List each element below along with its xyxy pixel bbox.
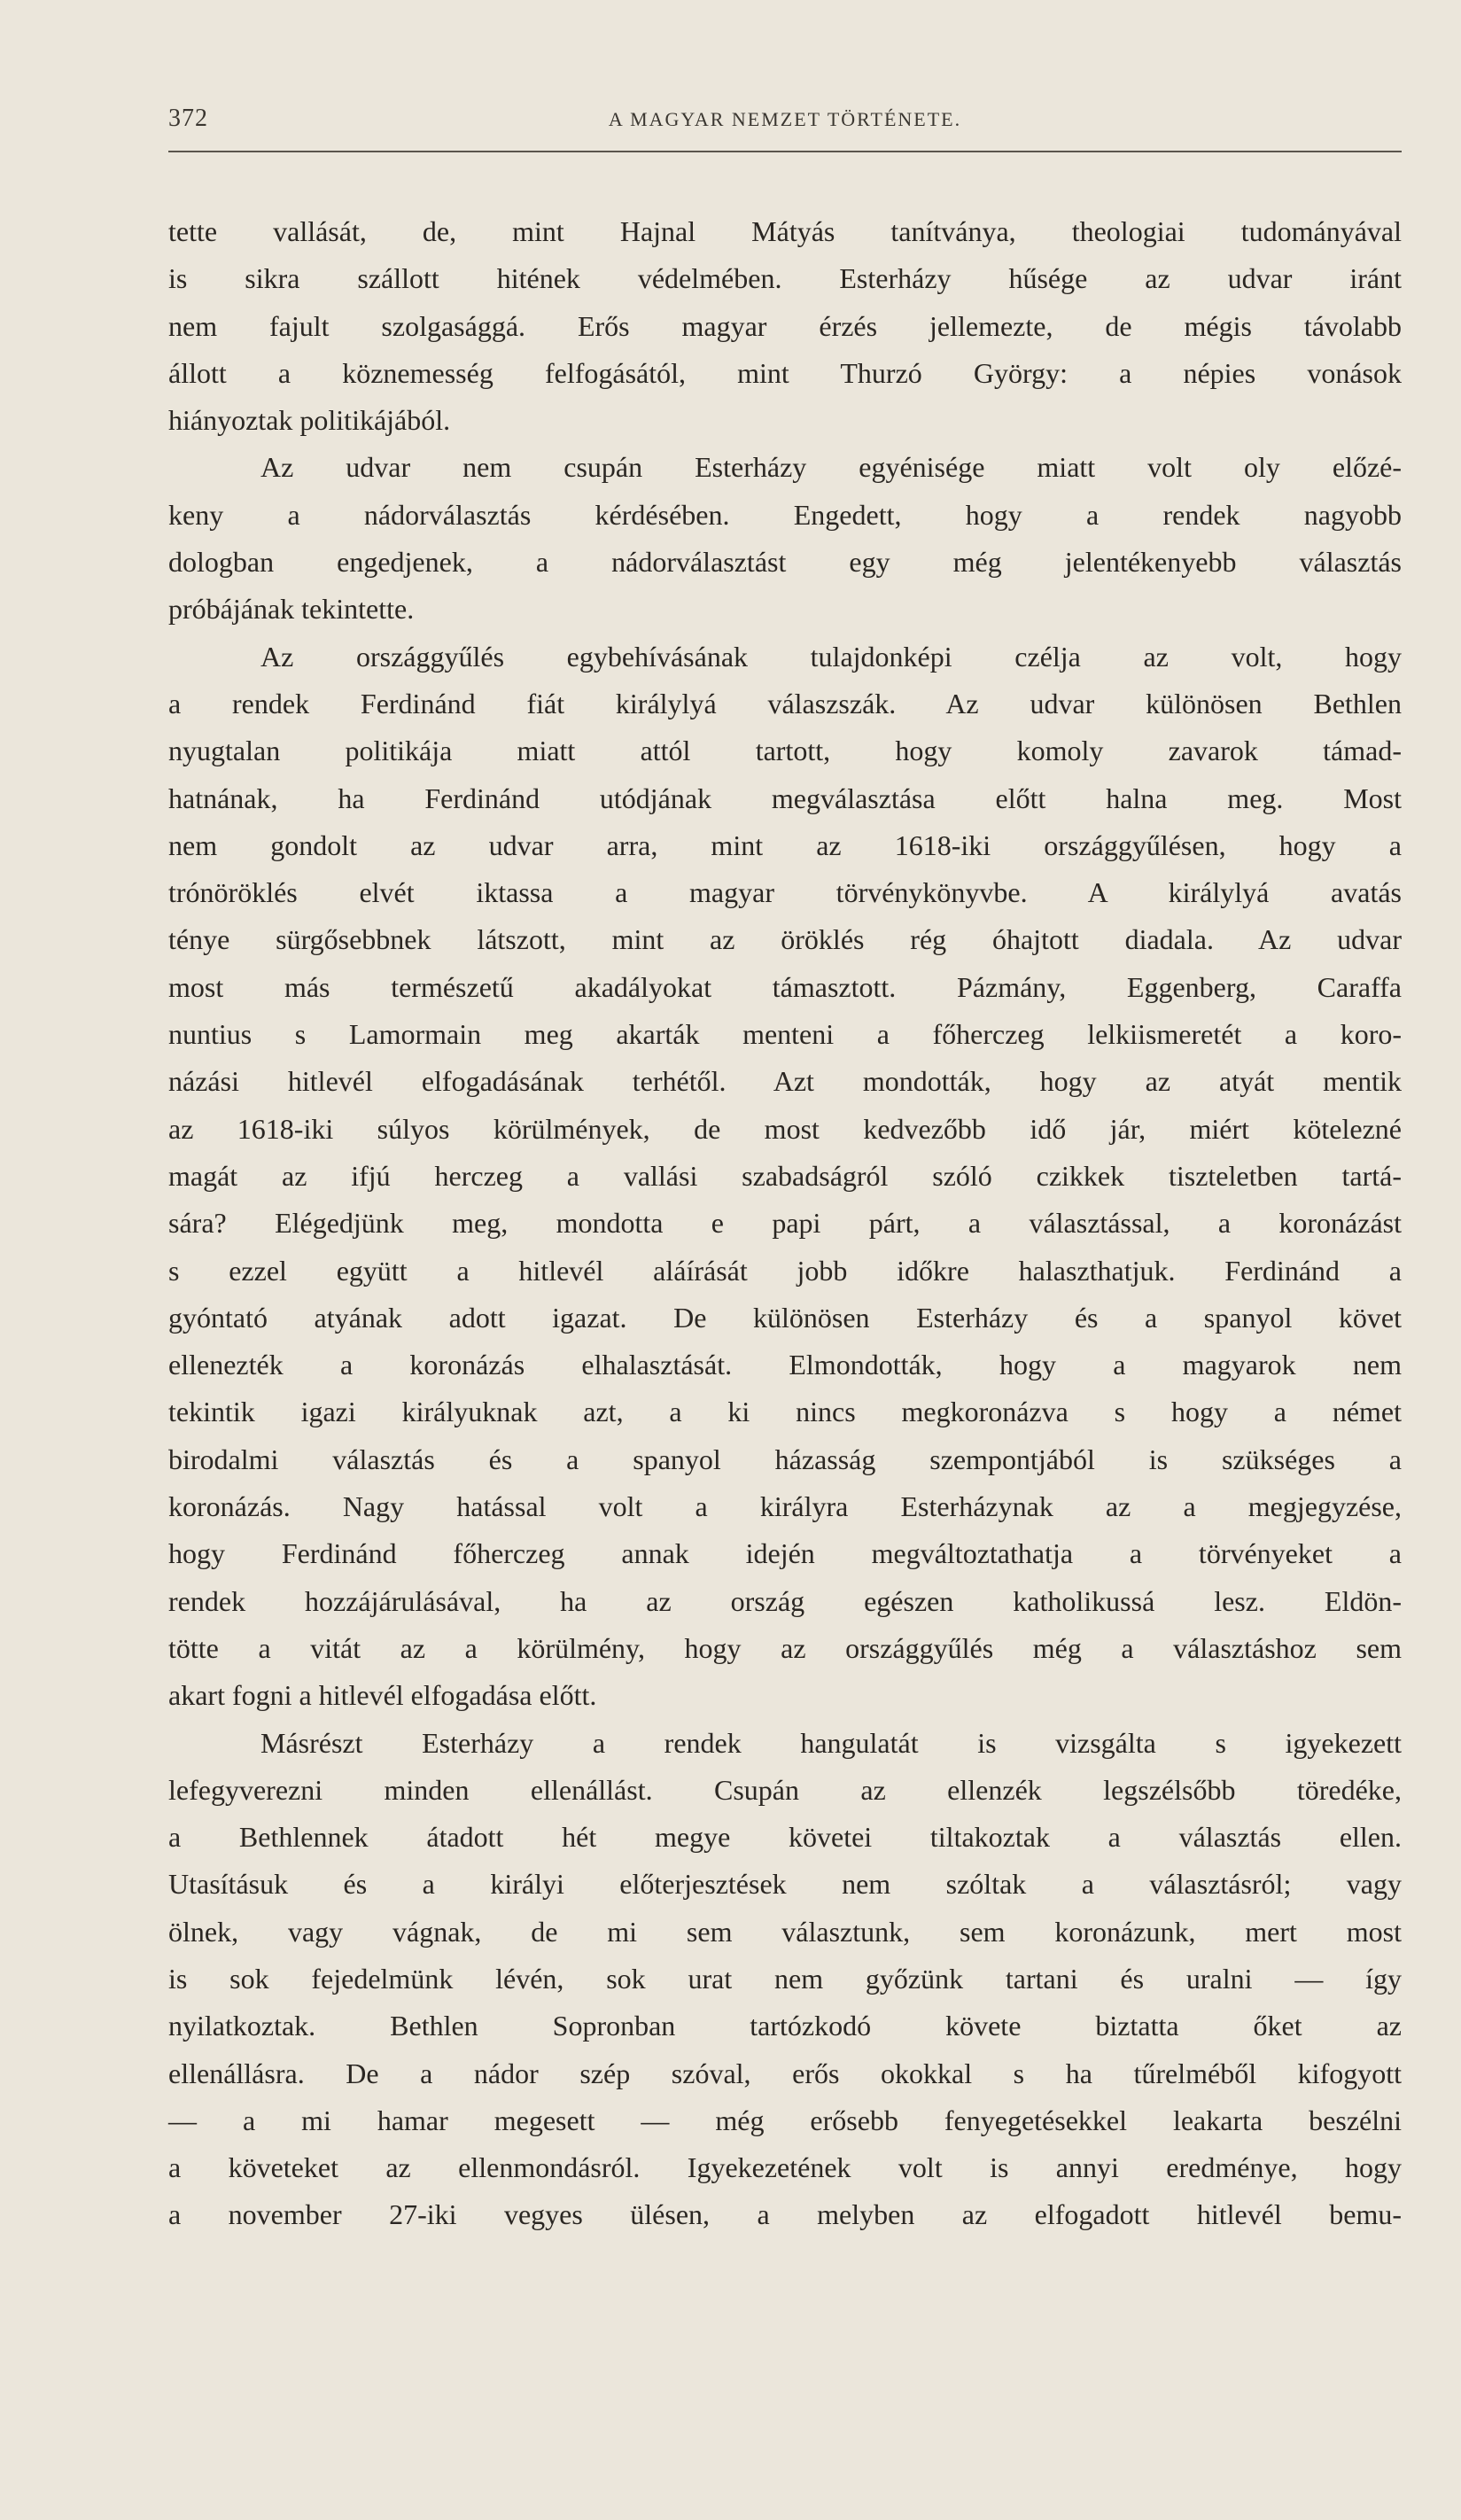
text-line-content: nyugtalan politikája miatt attól tartott, hogy komoly zavarok támad- bbox=[168, 735, 1402, 767]
text-line bbox=[168, 1767, 1402, 1814]
text-line bbox=[168, 916, 1402, 963]
text-line-content: dologban engedjenek, a nádorválasztást egy még jelentékenyebb választás bbox=[168, 546, 1402, 579]
text-line bbox=[168, 350, 1402, 397]
text-line bbox=[168, 1672, 1402, 1719]
text-line-content: s ezzel együtt a hitlevél aláírását jobb időkre halaszthatjuk. Ferdinánd a bbox=[168, 1254, 1402, 1287]
text-line-content: — a mi hamar megesett — még erősebb fenyegetésekkel leakarta beszélni bbox=[168, 2104, 1402, 2136]
text-line bbox=[168, 397, 1402, 444]
text-line bbox=[168, 1909, 1402, 1956]
text-line-content: trónöröklés elvét iktassa a magyar törvénykönyvbe. A királylyá avatás bbox=[168, 876, 1402, 909]
text-line bbox=[168, 681, 1402, 727]
text-line-content: sára? Elégedjünk meg, mondotta e papi párt, a választással, a koronázást bbox=[168, 1207, 1402, 1240]
text-line-content: akart fogni a hitlevél elfogadása előtt. bbox=[168, 1679, 597, 1712]
text-line bbox=[168, 1436, 1402, 1483]
text-line bbox=[168, 586, 1402, 633]
text-line bbox=[168, 1483, 1402, 1530]
text-line-content: Másrészt Esterházy a rendek hangulatát is vizsgálta s igyekezett bbox=[260, 1726, 1402, 1759]
text-line bbox=[168, 2003, 1402, 2049]
text-line-content: koronázás. Nagy hatással volt a királyra Esterházynak az a megjegyzése, bbox=[168, 1490, 1402, 1523]
text-line bbox=[168, 1814, 1402, 1861]
text-line-content: ellenezték a koronázás elhalasztását. Elmondották, hogy a magyarok nem bbox=[168, 1349, 1402, 1381]
text-line-content: próbájának tekintette. bbox=[168, 593, 415, 626]
text-line bbox=[168, 1625, 1402, 1672]
text-line-content: nem gondolt az udvar arra, mint az 1618-iki országgyűlésen, hogy a bbox=[168, 828, 1402, 861]
text-line bbox=[168, 1578, 1402, 1625]
text-line bbox=[168, 2191, 1402, 2238]
text-line-content: nyilatkoztak. Bethlen Sopronban tartózkodó követe biztatta őket az bbox=[168, 2010, 1402, 2042]
text-line-content: Utasításuk és a királyi előterjesztések nem szóltak a választásról; vagy bbox=[168, 1868, 1402, 1901]
text-line-content: nem fajult szolgasággá. Erős magyar érzés jellemezte, de mégis távolabb bbox=[168, 309, 1402, 342]
running-title: A MAGYAR NEMZET TÖRTÉNETE. bbox=[608, 108, 962, 130]
text-line bbox=[168, 492, 1402, 539]
text-line-content: hogy Ferdinánd főherczeg annak idején megváltoztathatja a törvényeket a bbox=[168, 1537, 1402, 1570]
text-line-content: tette vallását, de, mint Hajnal Mátyás tanítványa, theologiai tudományával bbox=[168, 215, 1402, 247]
text-line bbox=[168, 2144, 1402, 2191]
text-line bbox=[168, 822, 1402, 869]
text-line-content: názási hitlevél elfogadásának terhétől. Azt mondották, hogy az atyát mentik bbox=[168, 1065, 1402, 1098]
text-line bbox=[168, 1530, 1402, 1577]
text-line bbox=[168, 208, 1402, 255]
text-line bbox=[168, 1295, 1402, 1342]
text-line bbox=[168, 255, 1402, 302]
text-line bbox=[168, 1248, 1402, 1295]
text-line-content: ténye sürgősebbnek látszott, mint az öröklés rég óhajtott diadala. Az udvar bbox=[168, 923, 1402, 956]
text-line bbox=[168, 2050, 1402, 2097]
text-line-content: magát az ifjú herczeg a vallási szabadságról szóló czikkek tiszteletben tartá- bbox=[168, 1159, 1402, 1192]
text-line-content: állott a köznemesség felfogásától, mint Thurzó György: a népies vonások bbox=[168, 356, 1402, 389]
text-line bbox=[168, 1956, 1402, 2003]
text-line bbox=[168, 1388, 1402, 1435]
text-line-content: hatnának, ha Ferdinánd utódjának megválasztása előtt halna meg. Most bbox=[168, 782, 1402, 814]
text-line bbox=[168, 1106, 1402, 1153]
text-line bbox=[168, 869, 1402, 916]
text-line-content: a követeket az ellenmondásról. Igyekezetének volt is annyi eredménye, hogy bbox=[168, 2151, 1402, 2184]
text-line-content: a november 27-iki vegyes ülésen, a melyben az elfogadott hitlevél bemu- bbox=[168, 2198, 1402, 2231]
text-line-content: nuntius s Lamormain meg akarták menteni a főherczeg lelkiismeretét a koro- bbox=[168, 1018, 1402, 1051]
text-line bbox=[168, 634, 1402, 681]
text-line-content: gyóntató atyának adott igazat. De különösen Esterházy és a spanyol követ bbox=[168, 1301, 1402, 1334]
text-line-content: Az udvar nem csupán Esterházy egyénisége miatt volt oly előzé- bbox=[260, 451, 1402, 484]
text-line bbox=[168, 1720, 1402, 1767]
text-line-content: most más természetű akadályokat támasztott. Pázmány, Eggenberg, Caraffa bbox=[168, 970, 1402, 1003]
text-line bbox=[168, 775, 1402, 822]
text-line bbox=[168, 1058, 1402, 1105]
text-line-content: is sikra szállott hitének védelmében. Esterházy hűsége az udvar iránt bbox=[168, 262, 1402, 295]
page-number: 372 bbox=[168, 105, 208, 132]
text-line bbox=[168, 1861, 1402, 1908]
text-line bbox=[168, 727, 1402, 774]
text-line-content: birodalmi választás és a spanyol házasság szempontjából is szükséges a bbox=[168, 1443, 1402, 1475]
page-header bbox=[168, 105, 1402, 152]
text-line bbox=[168, 303, 1402, 350]
text-line-content: ölnek, vagy vágnak, de mi sem választunk, sem koronázunk, mert most bbox=[168, 1915, 1402, 1948]
text-line bbox=[168, 539, 1402, 586]
text-line bbox=[168, 1342, 1402, 1388]
text-line-content: lefegyverezni minden ellenállást. Csupán az ellenzék legszélsőbb töredéke, bbox=[168, 1773, 1402, 1806]
text-line-content: tötte a vitát az a körülmény, hogy az országgyűlés még a választáshoz sem bbox=[168, 1631, 1402, 1664]
text-line bbox=[168, 1011, 1402, 1058]
body-text bbox=[168, 208, 1402, 2239]
text-line-content: keny a nádorválasztás kérdésében. Engedett, hogy a rendek nagyobb bbox=[168, 498, 1402, 531]
text-line bbox=[168, 1200, 1402, 1247]
text-line-content: ellenállásra. De a nádor szép szóval, erős okokkal s ha tűrelméből kifogyott bbox=[168, 2057, 1402, 2089]
text-line bbox=[168, 1153, 1402, 1200]
text-line bbox=[168, 2097, 1402, 2144]
text-line-content: a Bethlennek átadott hét megye követei tiltakoztak a választás ellen. bbox=[168, 1821, 1402, 1854]
text-line bbox=[168, 444, 1402, 491]
text-line-content: Az országgyűlés egybehívásának tulajdonképi czélja az volt, hogy bbox=[260, 640, 1402, 673]
text-line-content: tekintik igazi királyuknak azt, a ki nincs megkoronázva s hogy a német bbox=[168, 1396, 1402, 1428]
text-line-content: az 1618-iki súlyos körülmények, de most kedvezőbb idő jár, miért kötelezné bbox=[168, 1112, 1402, 1145]
text-line-content: a rendek Ferdinánd fiát királylyá válaszszák. Az udvar különösen Bethlen bbox=[168, 687, 1402, 719]
text-line bbox=[168, 964, 1402, 1011]
text-line-content: hiányoztak politikájából. bbox=[168, 404, 451, 437]
text-line-content: is sok fejedelmünk lévén, sok urat nem győzünk tartani és uralni — így bbox=[168, 1962, 1402, 1995]
text-line-content: rendek hozzájárulásával, ha az ország egészen katholikussá lesz. Eldön- bbox=[168, 1584, 1402, 1617]
